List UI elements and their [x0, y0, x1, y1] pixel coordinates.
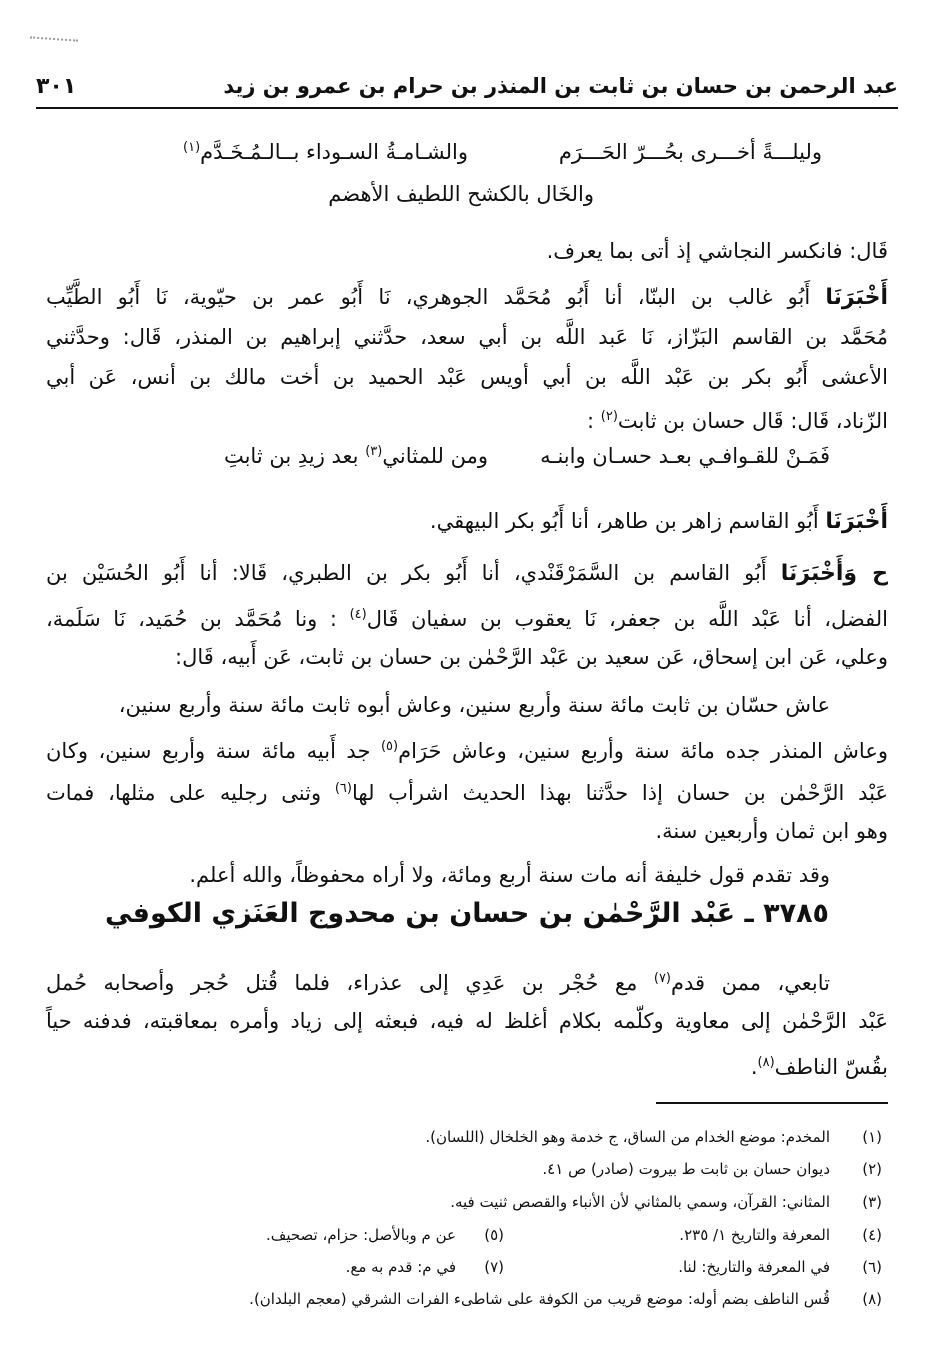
footnote-ref-5: (٥) — [380, 739, 399, 754]
footnote-ref-7: (٧) — [653, 971, 671, 986]
footnote-number: (٣) — [862, 1193, 882, 1211]
footnote-ref-4: (٤) — [349, 607, 367, 622]
footnote-ref-1: (١) — [183, 140, 201, 155]
matn-text: وثنى رجليه على مثلها، فمات — [46, 781, 322, 805]
akhbarana-lead: أَخْبَرَنَا — [825, 509, 888, 534]
matn-line: عاش حسّان بن ثابت مائة سنة وأربع سنين، وعاش أبوه ثابت مائة سنة وأربع سنين، — [118, 693, 830, 717]
footnote-number: (٨) — [862, 1290, 882, 1308]
poem1-second-line: والخَال بالكشح اللطيف الأهضم — [328, 182, 594, 206]
isnad-line: مُحَمَّد بن القاسم البَزّاز، نَا عَبد اللَّه بن أبي سعد، حدَّثني إبراهيم بن المنذر، قَال: وحدَّثني — [46, 325, 888, 349]
isnad-text: أَبُو غالب بن البنّا، أنا أَبُو مُحَمَّد الجوهري، نَا أَبُو عمر بن حيّوية، نَا أَبُو الطَّيِّب — [46, 285, 811, 309]
bio-text: بقُسّ الناطف — [774, 1055, 888, 1079]
isnad-line: وعلي، عَن ابن إسحاق، عَن سعيد بن عَبْد الرَّحْمٰن بن حسان بن ثابت، عَن أَبيه، قَال: — [175, 645, 888, 669]
poem1-hemistich-right: وليلـــةً أخـــرى بحُـــرّ الحَـــرَم — [558, 140, 822, 164]
isnad-line — [46, 506, 888, 537]
biography-line — [46, 1048, 888, 1082]
matn-text: عَبْد الرَّحْمٰن بن حسان إذا حدَّثنا بهذا الحديث اشرأب لها — [351, 781, 888, 805]
isnad-text: : ونا مُحَمَّد بن حُمَيد، نَا سَلَمة، — [46, 607, 337, 631]
footnote-text: المثاني: القرآن، وسمي بالمثاني لأن الأنباء والقصص ثنيت فيه. — [450, 1193, 830, 1211]
paragraph-qal: قَال: فانكسر النجاشي إذ أتى بما يعرف. — [546, 239, 888, 263]
footnote-ref-6: (٦) — [334, 781, 352, 796]
poem2-hemistich-left — [224, 444, 488, 468]
matn-line — [46, 774, 888, 808]
isnad-text: أَبُو القاسم بن السَّمَرْقَنْدي، أنا أَبُو بكر بن الطبري، قَالا: أنا أَبُو الحُسَيْن بن — [46, 561, 767, 585]
footnote-text: في المعرفة والتاريخ: لنا. — [678, 1258, 830, 1276]
header-rule — [36, 107, 898, 109]
bio-period: . — [750, 1055, 758, 1079]
footnote-number: (٤) — [862, 1226, 882, 1244]
footnote-text: عن م وبالأصل: حزام، تصحيف. — [266, 1226, 456, 1244]
bio-text: مع حُجْر بن عَدِي إلى عذراء، فلما قُتل حُجر وأصحابه حُمل — [46, 971, 638, 995]
bio-text: تابعي، ممن قدم — [671, 971, 830, 995]
matn-line: وهو ابن ثمان وأربعين سنة. — [655, 819, 888, 843]
footnote-number: (٢) — [862, 1160, 882, 1178]
matn-text: جد أَبيه مائة سنة وأربع سنين، وكان — [46, 739, 371, 763]
footnote-text: ديوان حسان بن ثابت ط بيروت (صادر) ص ٤١. — [542, 1160, 830, 1178]
footnote-number: (٦) — [862, 1258, 882, 1276]
footnote-text: المخدم: موضع الخدام من الساق، ج خدمة وهو الخلخال (اللسان). — [425, 1128, 830, 1146]
akhbarana-lead: أَخْبَرَنَا — [825, 285, 888, 310]
isnad-line — [46, 282, 888, 313]
isnad-line — [46, 402, 888, 436]
footnote-ref-8: (٨) — [757, 1055, 775, 1070]
isnad-text: أَبُو القاسم زاهر بن طاهر، أنا أَبُو بكر البيهقي. — [429, 509, 819, 533]
footnote-text: قُس الناطف بضم أوله: موضع قريب من الكوفة على شاطىء الفرات الشرقي (معجم البلدان). — [249, 1290, 830, 1308]
footnote-text: في م: قدم به مع. — [345, 1258, 456, 1276]
footnote-rule — [656, 1102, 888, 1104]
poem2-hemistich-right: فَمَـنْ للقـوافـي بعـد حسـان وابنـه — [540, 444, 830, 468]
page-number: ٣٠١ — [36, 74, 77, 99]
poem1-hemistich-left-text: والشـامـةُ السـوداء بــالـمُـخَـدَّم — [200, 140, 468, 164]
isnad-text: الزّناد، قَال: قَال حسان بن ثابت — [617, 409, 888, 433]
biography-line — [46, 964, 830, 998]
isnad-text: الفضل، أنا عَبْد اللَّه بن جعفر، نَا يعقوب بن سفيان قَال — [366, 607, 888, 631]
footnote-number: (١) — [862, 1128, 882, 1146]
isnad-line — [46, 558, 888, 589]
poem2-left-a: ومن للمثاني — [382, 444, 488, 468]
footnote-text: المعرفة والتاريخ ١/ ٢٣٥. — [679, 1226, 830, 1244]
footnote-ref-3: (٣) — [365, 444, 383, 459]
isnad-colon: : — [586, 409, 595, 433]
biography-line: عَبْد الرَّحْمٰن إلى معاوية وكلّمه بكلام أغلظ له فيه، فبعثه إلى زياد وأمره بمعاقبته، فدفنه حياً — [46, 1009, 888, 1033]
isnad-line: الأعشى أَبُو بكر بن عَبْد اللَّه بن أبي أويس عَبْد الحميد بن أخت مالك بن أنس، عَن أبي — [46, 365, 888, 389]
footnote-ref-2: (٢) — [600, 409, 618, 424]
header-title: عبد الرحمن بن حسان بن ثابت بن المنذر بن حرام بن عمرو بن زيد — [223, 74, 898, 98]
poem2-left-b: بعد زيدِ بن ثابتِ — [223, 444, 359, 468]
poem1-hemistich-left — [183, 140, 468, 164]
wa-akhbarana-lead: ح وَأَخْبَرَنَا — [780, 561, 888, 586]
footnote-number: (٥) — [484, 1226, 504, 1244]
running-header — [36, 72, 898, 106]
entry-heading: ٣٧٨٥ ـ عَبْد الرَّحْمٰن بن حسان بن محدوج العَنَزي الكوفي — [104, 898, 830, 929]
scan-artifact — [30, 36, 78, 44]
matn-line — [46, 732, 888, 766]
matn-text: وعاش المنذر جده مائة سنة وأربع سنين، وعاش حَرَام — [398, 739, 888, 763]
footnote-number: (٧) — [484, 1258, 504, 1276]
closing-remark: وقد تقدم قول خليفة أنه مات سنة أربع ومائة، ولا أراه محفوظاً، والله أعلم. — [189, 863, 830, 887]
isnad-line — [46, 600, 888, 634]
